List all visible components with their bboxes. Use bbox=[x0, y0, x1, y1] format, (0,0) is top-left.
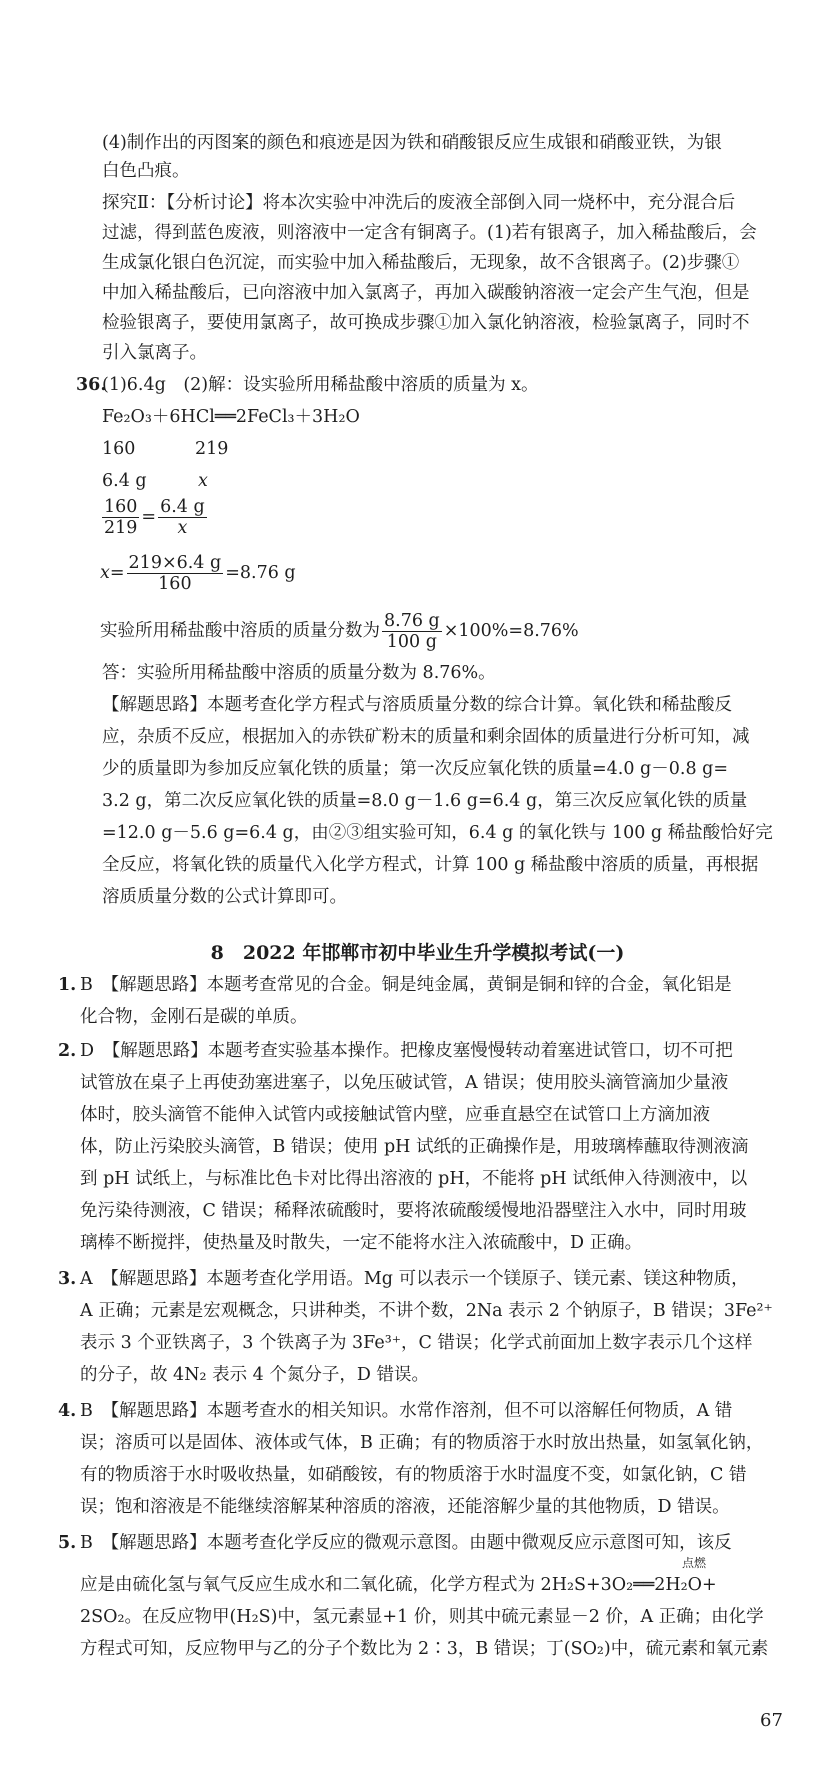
given-mass: 6.4 g bbox=[102, 471, 147, 491]
item-line: B 【解题思路】本题考查水的相关知识。水常作溶剂，但不可以溶解任何物质，A 错 bbox=[80, 1401, 733, 1421]
frac-num: 8.76 g bbox=[384, 611, 440, 631]
analysis-line: 【解题思路】本题考查化学方程式与溶质质量分数的综合计算。氧化铁和稀盐酸反 bbox=[102, 695, 732, 715]
item-line: 到 pH 试纸上，与标准比色卡对比得出溶液的 pH，不能将 pH 试纸伸入待测液中，以 bbox=[80, 1169, 748, 1189]
question-number: 36. bbox=[76, 375, 107, 395]
item-line: 应是由硫化氢与氧气反应生成水和二氧化硫，化学方程式为 2H₂S+3O₂══2H₂O+ bbox=[80, 1575, 717, 1595]
text-line: 引入氯离子。 bbox=[102, 343, 207, 363]
item-line: 表示 3 个亚铁离子，3 个铁离子为 3Fe³⁺，C 错误；化学式前面加上数字表示几个这样 bbox=[80, 1333, 753, 1353]
item-line: 误；饱和溶液是不能继续溶解某种溶质的溶液，还能溶解少量的其他物质，D 错误。 bbox=[80, 1497, 730, 1517]
item-number: 4. bbox=[58, 1401, 77, 1421]
item-line: 化合物，金刚石是碳的单质。 bbox=[80, 1007, 308, 1027]
proportion bbox=[100, 497, 209, 538]
frac-num: 160 bbox=[104, 497, 138, 517]
molar-mass: 219 bbox=[195, 439, 229, 459]
item-line: 有的物质溶于水时吸收热量，如硝酸铵，有的物质溶于水时温度不变，如氯化钠，C 错 bbox=[80, 1465, 747, 1485]
item-number: 1. bbox=[58, 975, 77, 995]
text-line: 白色凸痕。 bbox=[102, 161, 190, 181]
fraction-result: ×100%=8.76% bbox=[443, 621, 579, 641]
frac-den: x bbox=[177, 518, 188, 538]
molar-mass: 160 bbox=[102, 439, 136, 459]
analysis-line: =12.0 g－5.6 g=6.4 g，由②③组实验可知，6.4 g 的氧化铁与 100 g 稀盐酸恰好完 bbox=[102, 823, 773, 843]
chemical-equation: Fe₂O₃＋6HCl══2FeCl₃＋3H₂O bbox=[102, 407, 360, 427]
text-line: 探究Ⅱ：【分析讨论】将本次实验中冲洗后的废液全部倒入同一烧杯中，充分混合后 bbox=[102, 193, 736, 213]
item-line: 的分子，故 4N₂ 表示 4 个氮分子，D 错误。 bbox=[80, 1365, 429, 1385]
text-line: 检验银离子，要使用氯离子，故可换成步骤①加入氯化钠溶液，检验氯离子，同时不 bbox=[102, 313, 750, 333]
item-line: 体时，胶头滴管不能伸入试管内或接触试管内壁，应垂直悬空在试管口上方滴加液 bbox=[80, 1105, 710, 1125]
frac-num: 6.4 g bbox=[160, 497, 205, 517]
item-line: 免污染待测液，C 错误；稀释浓硫酸时，要将浓硫酸缓慢地沿器壁注入水中，同时用玻 bbox=[80, 1201, 747, 1221]
frac-den: 100 g bbox=[386, 632, 437, 652]
fraction-prefix: 实验所用稀盐酸中溶质的质量分数为 bbox=[100, 621, 380, 641]
item-line: B 【解题思路】本题考查化学反应的微观示意图。由题中微观反应示意图可知，该反 bbox=[80, 1533, 732, 1553]
analysis-line: 3.2 g，第二次反应氧化铁的质量=8.0 g－1.6 g=6.4 g，第三次反应氧化铁的质量 bbox=[102, 791, 748, 811]
text-line: 中加入稀盐酸后，已向溶液中加入氯离子，再加入碳酸钠溶液一定会产生气泡，但是 bbox=[102, 283, 750, 303]
text-line: (4)制作出的丙图案的颜色和痕迹是因为铁和硝酸银反应生成银和硝酸亚铁，为银 bbox=[102, 133, 722, 153]
x-prefix: x= bbox=[100, 563, 125, 583]
item-line: A 【解题思路】本题考查化学用语。Mg 可以表示一个镁原子、镁元素、镁这种物质， bbox=[80, 1269, 749, 1289]
analysis-line: 少的质量即为参加反应氧化铁的质量；第一次反应氧化铁的质量=4.0 g－0.8 g= bbox=[102, 759, 729, 779]
item-line: 误；溶质可以是固体、液体或气体，B 正确；有的物质溶于水时放出热量，如氢氧化钠， bbox=[80, 1433, 764, 1453]
x-result: =8.76 g bbox=[225, 563, 296, 583]
answer-statement: 答：实验所用稀盐酸中溶质的质量分数为 8.76%。 bbox=[102, 663, 496, 683]
text-line: 生成氯化银白色沉淀，而实验中加入稀盐酸后，无现象，故不含银离子。(2)步骤① bbox=[102, 253, 740, 273]
unknown-var: x bbox=[198, 471, 208, 491]
item-line: 试管放在桌子上再使劲塞进塞子，以免压破试管，A 错误；使用胶头滴管滴加少量液 bbox=[80, 1073, 729, 1093]
item-number: 5. bbox=[58, 1533, 77, 1553]
item-number: 3. bbox=[58, 1269, 77, 1289]
analysis-line: 全反应，将氧化铁的质量代入化学方程式，计算 100 g 稀盐酸中溶质的质量，再根据 bbox=[102, 855, 759, 875]
item-line: B 【解题思路】本题考查常见的合金。铜是纯金属，黄铜是铜和锌的合金，氧化铝是 bbox=[80, 975, 732, 995]
page-number: 67 bbox=[760, 1710, 783, 1731]
item-line: 体，防止污染胶头滴管，B 错误；使用 pH 试纸的正确操作是，用玻璃棒蘸取待测液滴 bbox=[80, 1137, 749, 1157]
analysis-line: 溶质质量分数的公式计算即可。 bbox=[102, 887, 347, 907]
x-solution bbox=[100, 553, 296, 594]
fraction-line bbox=[100, 611, 579, 652]
item-line: A 正确；元素是宏观概念，只讲种类，不讲个数，2Na 表示 2 个钠原子，B 错误；3Fe²⁺ bbox=[80, 1301, 773, 1321]
item-line: 方程式可知，反应物甲与乙的分子个数比为 2∶3，B 错误；丁(SO₂)中，硫元素和氧元素 bbox=[80, 1639, 769, 1659]
item-number: 2. bbox=[58, 1041, 77, 1061]
frac-den: 160 bbox=[158, 574, 192, 594]
equals: = bbox=[141, 507, 157, 527]
analysis-line: 应，杂质不反应，根据加入的赤铁矿粉末的质量和剩余固体的质量进行分析可知，减 bbox=[102, 727, 750, 747]
item-line: 2SO₂。在反应物甲(H₂S)中，氢元素显+1 价，则其中硫元素显－2 价，A 正确；由化学 bbox=[80, 1607, 764, 1627]
text-line: 过滤，得到蓝色废液，则溶液中一定含有铜离子。(1)若有银离子，加入稀盐酸后，会 bbox=[102, 223, 757, 243]
item-line: 璃棒不断搅拌，使热量及时散失，一定不能将水注入浓硫酸中，D 正确。 bbox=[80, 1233, 643, 1253]
reaction-condition: 点燃 bbox=[682, 1556, 707, 1570]
item-line: D 【解题思路】本题考查实验基本操作。把橡皮塞慢慢转动着塞进试管口，切不可把 bbox=[80, 1041, 733, 1061]
section-title: 8 2022 年邯郸市初中毕业生升学模拟考试(一) bbox=[210, 942, 625, 964]
frac-den: 219 bbox=[104, 518, 138, 538]
frac-num: 219×6.4 g bbox=[128, 553, 222, 573]
answer-line: (1)6.4g (2)解：设实验所用稀盐酸中溶质的质量为 x。 bbox=[102, 375, 539, 395]
